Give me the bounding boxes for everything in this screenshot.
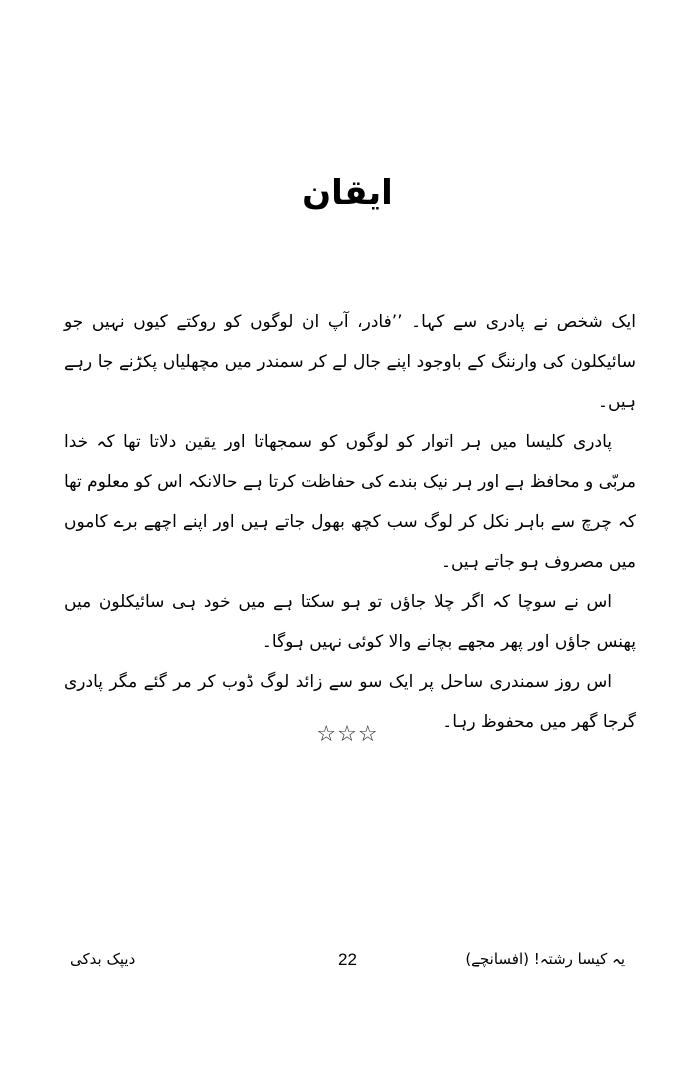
paragraph-1: ایک شخص نے پادری سے کہا۔ ’’فادر، آپ ان لوگوں کو روکتے کیوں نہیں جو سائیکلون کی وارننگ کے باوجود اپنے جال لے کر سمندر میں مچھلیاں پکڑنے جا رہے ہیں۔ xyxy=(64,312,636,412)
footer-author: دیپک بدکی xyxy=(70,950,136,968)
paragraph-3: اس نے سوچا کہ اگر چلا جاؤں تو ہو سکتا ہے میں خود ہی سائیکلون میں پھنس جاؤں اور پھر مجھے بچانے والا کوئی نہیں ہوگا۔ xyxy=(64,592,636,652)
paragraph-2: پادری کلیسا میں ہر اتوار کو لوگوں کو سمجھاتا اور یقین دلاتا تھا کہ خدا مربّی و محافظ ہے اور ہر نیک بندے کی حفاظت کرتا ہے حالانکہ اس کو معلوم تھا کہ چرچ سے باہر نکل کر لوگ سب کچھ بھول جاتے ہیں اور اپنے اچھے برے کاموں میں مصروف ہو جاتے ہیں۔ xyxy=(64,432,636,572)
page-number: 22 xyxy=(338,950,357,969)
page-footer xyxy=(70,950,625,980)
paragraph-4: اس روز سمندری ساحل پر ایک سو سے زائد لوگ ڈوب کر مر گئے مگر پادری گرجا گھر میں محفوظ رہا۔ xyxy=(64,672,636,732)
footer-book-title: یہ کیسا رشتہ! (افسانچے) xyxy=(465,950,625,968)
section-separator-stars: ☆☆☆ xyxy=(316,722,379,747)
story-body xyxy=(64,302,636,742)
story-title: ایقان xyxy=(302,173,393,213)
